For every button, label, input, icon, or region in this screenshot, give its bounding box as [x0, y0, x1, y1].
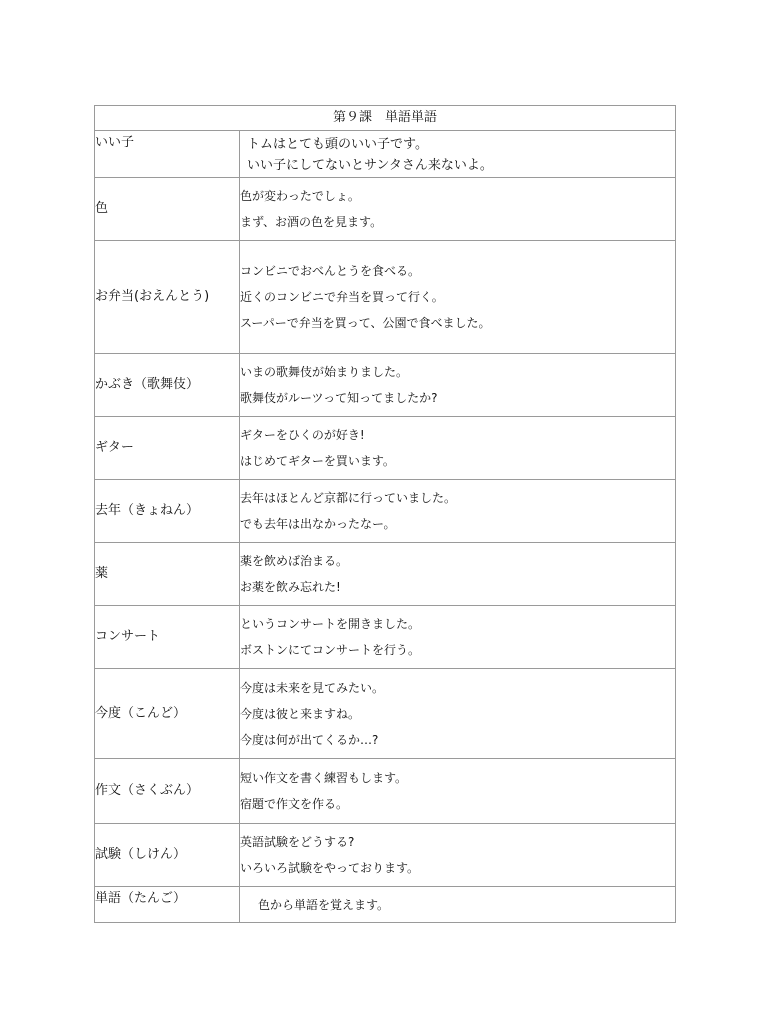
example-sentence: 歌舞伎がルーツって知ってましたか?: [240, 391, 438, 405]
term-cell: ギター: [95, 417, 240, 480]
example-sentence: 今度は彼と来ますね。: [240, 706, 361, 721]
table-row: [95, 417, 676, 480]
term-cell: いい子: [95, 131, 240, 178]
table-row: [95, 131, 676, 178]
example-sentence: いろいろ試験をやっております。: [240, 861, 420, 875]
examples-cell: [240, 824, 676, 887]
table-row: [95, 543, 676, 606]
term-cell: 作文（さくぶん）: [95, 759, 240, 824]
examples-cell: [240, 131, 676, 178]
term-cell: 試験（しけん）: [95, 824, 240, 887]
example-sentence: まず、お酒の色を見ます。: [240, 215, 383, 229]
term-cell: 単語（たんご）: [95, 887, 240, 923]
table-row: [95, 354, 676, 417]
examples-cell: [240, 178, 676, 241]
example-sentence: 今度は未来を見てみたい。: [240, 680, 385, 695]
table-row: [95, 759, 676, 824]
example-sentence: いい子にしてないとサンタさん来ないよ。: [247, 158, 493, 173]
table-title-row: [95, 106, 676, 131]
term-cell: 色: [95, 178, 240, 241]
term-cell: 薬: [95, 543, 240, 606]
table-row: [95, 241, 676, 354]
table-title: 第９課 単語単語: [95, 106, 676, 131]
term-cell: お弁当(おえんとう): [95, 241, 240, 354]
term-cell: 去年（きょねん）: [95, 480, 240, 543]
example-sentence: 今度は何が出てくるか…?: [240, 732, 379, 747]
example-sentence: 色が変わったでしょ。: [240, 189, 360, 203]
examples-cell: [240, 606, 676, 669]
term-cell: 今度（こんど）: [95, 669, 240, 759]
example-sentence: ギターをひくのが好き!: [240, 428, 365, 442]
example-sentence: はじめてギターを買います。: [240, 454, 395, 468]
example-sentence: 短い作文を書く練習もします。: [240, 771, 408, 785]
table-row: [95, 606, 676, 669]
examples-cell: [240, 241, 676, 354]
example-sentence: 去年はほとんど京都に行っていました。: [240, 491, 457, 505]
table-row: [95, 178, 676, 241]
examples-cell: [240, 543, 676, 606]
vocabulary-table: [94, 105, 676, 923]
example-sentence: 宿題で作文を作る。: [240, 797, 349, 811]
example-sentence: 薬を飲めば治まる。: [240, 554, 349, 568]
example-sentence: いまの歌舞伎が始まりました。: [240, 365, 409, 379]
examples-cell: [240, 417, 676, 480]
example-sentence: 近くのコンビニで弁当を買って行く。: [240, 290, 444, 304]
examples-cell: [240, 669, 676, 759]
example-sentence: でも去年は出なかったなー。: [240, 517, 396, 531]
examples-cell: [240, 759, 676, 824]
examples-cell: [240, 887, 676, 923]
example-sentence: 英語試験をどうする?: [240, 835, 355, 849]
example-sentence: トムはとても頭のいい子です。: [247, 137, 428, 152]
example-sentence: スーパーで弁当を買って、公園で食べました。: [240, 316, 491, 330]
term-cell: コンサート: [95, 606, 240, 669]
table-row: [95, 887, 676, 923]
table-row: [95, 480, 676, 543]
example-sentence: というコンサートを開きました。: [240, 617, 421, 631]
table-row: [95, 669, 676, 759]
example-sentence: ボストンにてコンサートを行う。: [240, 643, 421, 657]
examples-cell: [240, 354, 676, 417]
example-sentence: コンビニでおべんとうを食べる。: [240, 264, 421, 278]
examples-cell: [240, 480, 676, 543]
example-sentence: 色から単語を覚えます。: [258, 897, 390, 912]
term-cell: かぶき（歌舞伎）: [95, 354, 240, 417]
table-row: [95, 824, 676, 887]
example-sentence: お薬を飲み忘れた!: [240, 580, 341, 594]
